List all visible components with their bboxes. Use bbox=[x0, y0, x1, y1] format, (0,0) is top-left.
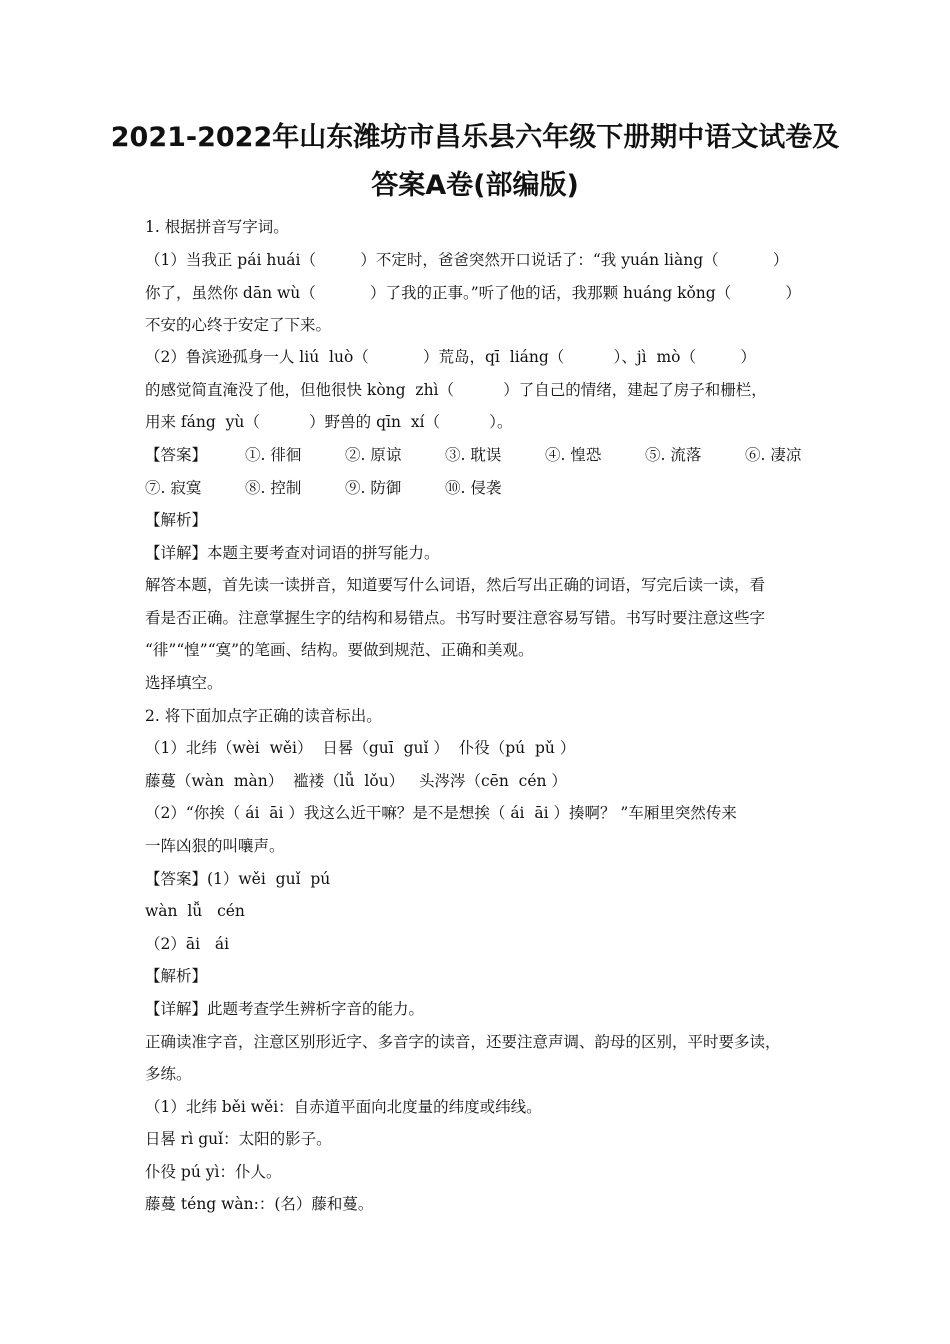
question-2-answer-line-2 bbox=[145, 901, 245, 921]
question-2-answer-line-1 bbox=[145, 869, 330, 889]
question-2-line-3 bbox=[145, 803, 737, 823]
question-1-footer: 选择填空。 bbox=[145, 674, 223, 692]
question-2-line-2 bbox=[145, 771, 567, 791]
question-1-part-2-line-3 bbox=[145, 412, 513, 432]
question-1-answers-row-1 bbox=[145, 445, 801, 465]
answer-item: ③. 耽误 bbox=[445, 446, 502, 464]
answer-item: ⑦. 寂寞 bbox=[145, 479, 202, 497]
question-2-analysis-label: 【解析】 bbox=[145, 967, 208, 985]
question-2-detail: 【详解】此题考查学生辨析字音的能力。 bbox=[145, 1000, 425, 1018]
text: （2）鲁滨逊孤身一人 liú luò（ ）荒岛，qī liáng（ ）、jì mò（ ） bbox=[145, 348, 756, 366]
question-2-answer-line-3 bbox=[145, 934, 229, 954]
question-1-answers-row-2 bbox=[145, 478, 501, 498]
question-2-entry-1: （1）北纬 běi wěi：自赤道平面向北度量的纬度或纬线。 bbox=[145, 1098, 542, 1116]
question-1-part-2-line-1 bbox=[145, 347, 756, 367]
answer-item: ①. 徘徊 bbox=[245, 446, 302, 464]
text: 你了，虽然你 dān wù（ ）了我的正事。”听了他的话，我那颗 huáng kǒng（ ） bbox=[145, 284, 801, 302]
question-1-explanation-line-1: 解答本题，首先读一读拼音，知道要写什么词语，然后写出正确的词语，写完后读一读，看 bbox=[145, 576, 766, 594]
question-1-explanation-line-3: “徘”“惶”“寞”的笔画、结构。要做到规范、正确和美观。 bbox=[145, 641, 534, 659]
question-1-part-1-line-1 bbox=[145, 250, 788, 270]
question-2-explanation-line-2: 多练。 bbox=[145, 1065, 192, 1083]
question-2-line-4: 一阵凶狠的叫嚷声。 bbox=[145, 837, 285, 855]
text: 【答案】(1）wěi guǐ pú bbox=[145, 870, 331, 888]
text: （1）当我正 pái huái（ ）不定时，爸爸突然开口说话了：“我 yuán liàng（ ） bbox=[145, 251, 789, 269]
question-1-part-1-line-3: 不安的心终于安定了下来。 bbox=[145, 316, 332, 334]
answer-item: ②. 原谅 bbox=[345, 446, 402, 464]
answer-item: ⑩. 侵袭 bbox=[445, 479, 502, 497]
document-title-line-2: 答案A卷(部编版) bbox=[371, 170, 579, 201]
answer-item: ⑧. 控制 bbox=[245, 479, 302, 497]
text: wàn lǚ cén bbox=[145, 902, 245, 920]
question-1-stem: 1. 根据拼音写字词。 bbox=[145, 218, 289, 236]
answer-item: ⑤. 流落 bbox=[645, 446, 702, 464]
question-2-entry-4: 藤蔓 téng wàn:：(名）藤和蔓。 bbox=[145, 1195, 374, 1213]
question-2-explanation-line-1: 正确读准字音，注意区别形近字、多音字的读音，还要注意声调、韵母的区别，平时要多读， bbox=[145, 1033, 781, 1051]
question-1-part-2-line-2 bbox=[145, 380, 767, 400]
document-title-line-1: 2021-2022年山东潍坊市昌乐县六年级下册期中语文试卷及 bbox=[110, 122, 840, 153]
question-2-entry-3: 仆役 pú yì：仆人。 bbox=[145, 1163, 282, 1181]
answer-item: ④. 惶恐 bbox=[545, 446, 602, 464]
text: 藤蔓（wàn màn） 褴褛（lǚ lǒu） 头涔涔（cēn cén ） bbox=[145, 772, 567, 790]
text: （2）“你挨（ ái āi ）我这么近干嘛？是不是想挨（ ái āi ）揍啊？ ”车厢里突然传来 bbox=[145, 804, 737, 822]
text: （1）北纬（wèi wěi） 日晷（guī guǐ ） 仆役（pú pǔ ） bbox=[145, 739, 576, 757]
answer-item: ⑨. 防御 bbox=[345, 479, 402, 497]
text: （2）āi ái bbox=[145, 935, 230, 953]
answer-item: ⑥. 凄凉 bbox=[745, 446, 802, 464]
question-2-entry-2: 日晷 rì guǐ：太阳的影子。 bbox=[145, 1130, 332, 1148]
question-2-line-1 bbox=[145, 738, 575, 758]
text: 的感觉简直淹没了他，但他很快 kòng zhì（ ）了自己的情绪，建起了房子和栅栏， bbox=[145, 381, 767, 399]
text: 用来 fáng yù（ ）野兽的 qīn xí（ ）。 bbox=[145, 413, 513, 431]
question-1-explanation-line-2: 看是否正确。注意掌握生字的结构和易错点。书写时要注意容易写错。书写时要注意这些字 bbox=[145, 609, 766, 627]
question-1-analysis-label: 【解析】 bbox=[145, 511, 208, 529]
question-2-stem: 2. 将下面加点字正确的读音标出。 bbox=[145, 707, 382, 725]
question-1-part-1-line-2 bbox=[145, 283, 801, 303]
answer-label: 【答案】 bbox=[145, 446, 208, 464]
question-1-detail: 【详解】本题主要考查对词语的拼写能力。 bbox=[145, 544, 440, 562]
